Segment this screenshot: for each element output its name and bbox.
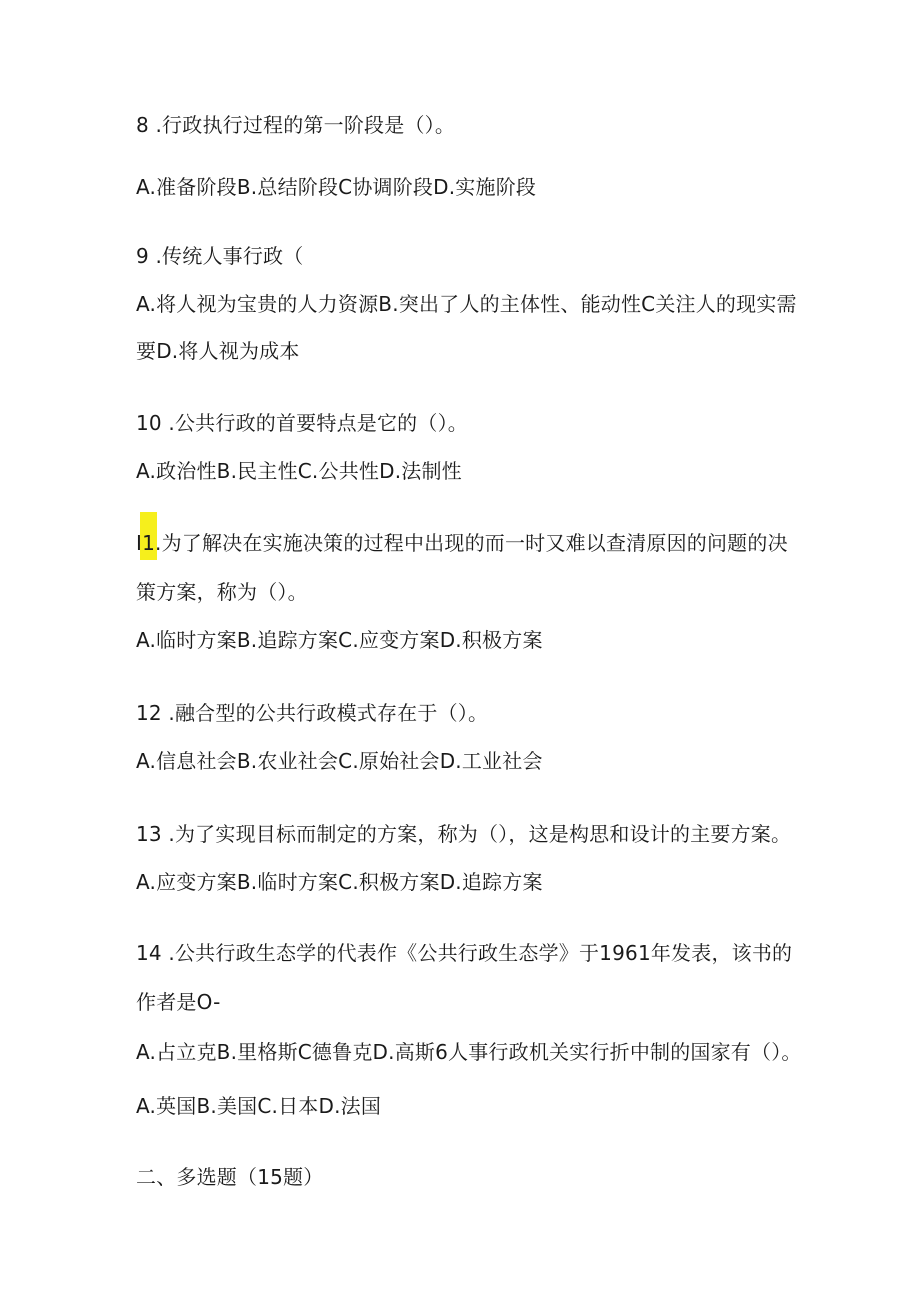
question-10-options: A.政治性B.民主性C.公共性D.法制性 <box>136 459 462 483</box>
question-11-options: A.临时方案B.追踪方案C.应变方案D.积极方案 <box>136 628 543 652</box>
question-14-options: A.占立克B.里格斯C德鲁克D.高斯6人事行政机关实行折中制的国家有（）。 <box>136 1040 802 1064</box>
question-9-options-line2: 要D.将人视为成本 <box>136 339 300 363</box>
question-9-stem: 9 .传统人事行政（ <box>136 244 304 268</box>
question-12-options: A.信息社会B.农业社会C.原始社会D.工业社会 <box>136 749 543 773</box>
question-11-stem-line2: 策方案，称为（）。 <box>136 580 308 604</box>
question-14-stem-line2: 作者是O- <box>136 990 221 1014</box>
question-8-options: A.准备阶段B.总结阶段C协调阶段D.实施阶段 <box>136 175 537 199</box>
question-10-stem: 10 .公共行政的首要特点是它的（）。 <box>136 411 468 435</box>
question-12-stem: 12 .融合型的公共行政模式存在于（）。 <box>136 701 489 725</box>
question-13-options: A.应变方案B.临时方案C.积极方案D.追踪方案 <box>136 870 543 894</box>
question-14-stem-line1: 14 .公共行政生态学的代表作《公共行政生态学》于1961年发表，该书的 <box>136 941 793 965</box>
question-8-stem: 8 .行政执行过程的第一阶段是（）。 <box>136 113 456 137</box>
question-11-stem-line1: I1.为了解决在实施决策的过程中出现的而一时又难以查清原因的问题的决 <box>136 531 788 555</box>
question-9-options-line1: A.将人视为宝贵的人力资源B.突出了人的主体性、能动性C关注人的现实需 <box>136 292 797 316</box>
section-2-title: 二、多选题（15题） <box>136 1165 324 1189</box>
question-15-options: A.英国B.美国C.日本D.法国 <box>136 1094 382 1118</box>
question-13-stem: 13 .为了实现目标而制定的方案，称为（），这是构思和设计的主要方案。 <box>136 822 792 846</box>
